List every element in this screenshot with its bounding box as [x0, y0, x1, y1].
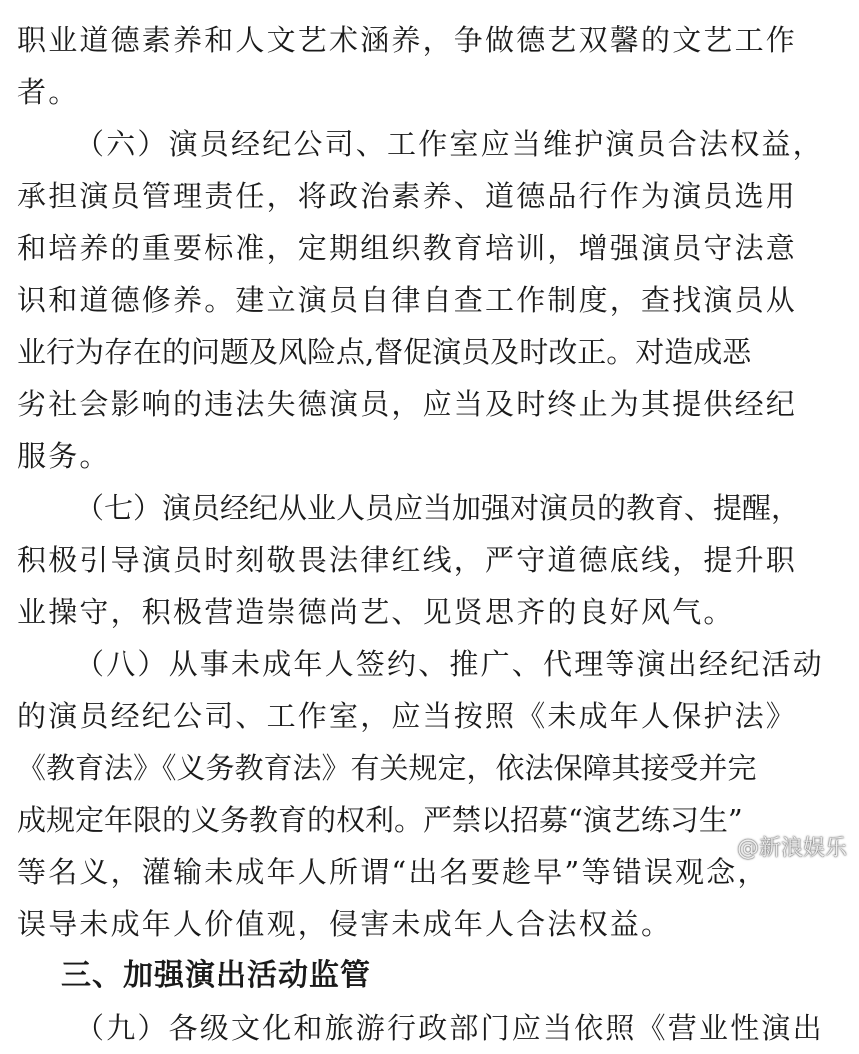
weibo-icon	[705, 832, 733, 862]
paragraph-line: 误导未成年人价值观，侵害未成年人合法权益。	[17, 907, 673, 941]
paragraph-line: （八）从事未成年人签约、推广、代理等演出经纪活动	[75, 647, 824, 681]
paragraph-line: 识和道德修养。建立演员自律自查工作制度，查找演员从	[17, 283, 798, 317]
document-body	[17, 14, 843, 1054]
section-heading: 三、加强演出活动监管	[61, 958, 371, 993]
paragraph-line: 的演员经纪公司、工作室，应当按照《未成年人保护法》	[17, 699, 798, 733]
paragraph-line: （六）演员经纪公司、工作室应当维护演员合法权益，	[75, 127, 824, 161]
paragraph-line: 和培养的重要标准，定期组织教育培训，增强演员守法意	[17, 231, 798, 265]
paragraph-line: （七）演员经纪从业人员应当加强对演员的教育、提醒，	[75, 491, 801, 525]
paragraph-line: 职业道德素养和人文艺术涵养，争做德艺双馨的文艺工作	[17, 23, 798, 57]
paragraph-line: 积极引导演员时刻敬畏法律红线，严守道德底线，提升职	[17, 543, 798, 577]
watermark-text: @新浪娱乐	[736, 836, 847, 861]
paragraph-line: 者。	[17, 75, 80, 109]
paragraph-line: 《教育法》《义务教育法》有关规定，依法保障其接受并完	[17, 751, 757, 785]
paragraph-line: （九）各级文化和旅游行政部门应当依照《营业性演出	[75, 1011, 824, 1045]
paragraph-line: 承担演员管理责任，将政治素养、道德品行作为演员选用	[17, 179, 798, 213]
paragraph-line: 业行为存在的问题及风险点,督促演员及时改正。对造成恶	[17, 335, 752, 369]
paragraph-line: 等名义，灌输未成年人所谓“出名要趁早”等错误观念，	[17, 855, 769, 889]
paragraph-line: 成规定年限的义务教育的权利。严禁以招募“演艺练习生”	[17, 803, 743, 837]
watermark	[705, 831, 847, 862]
paragraph-line: 服务。	[17, 439, 111, 473]
paragraph-line: 劣社会影响的违法失德演员，应当及时终止为其提供经纪	[17, 387, 798, 421]
paragraph-line: 业操守，积极营造崇德尚艺、见贤思齐的良好风气。	[17, 595, 735, 629]
